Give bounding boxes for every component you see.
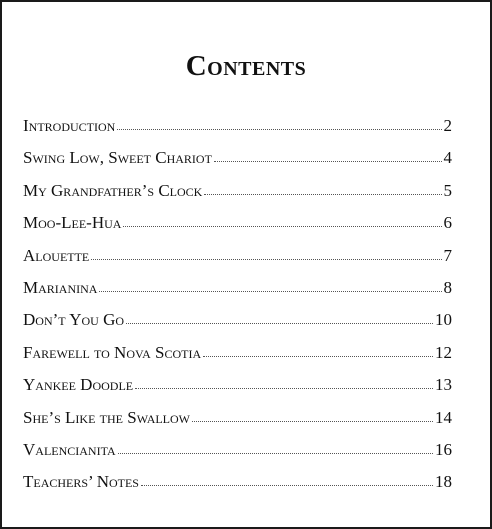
toc-entry-page: 8 (443, 277, 452, 297)
toc-entry-title: Introduction (23, 116, 116, 135)
toc-entry-title: Valencianita (23, 439, 116, 459)
toc-entry-page: 7 (443, 245, 452, 265)
table-of-contents (23, 114, 452, 503)
toc-entry-title: Moo-Lee-Hua (23, 213, 122, 233)
dot-leader (214, 161, 442, 162)
toc-entry-title: She’s Like the Swallow (23, 407, 191, 427)
dot-leader (203, 356, 433, 357)
toc-entry-page: 14 (435, 407, 452, 427)
toc-entry-title: Yankee Doodle (23, 375, 134, 395)
toc-entry-my-grandfathers-clock[interactable] (23, 179, 452, 211)
toc-entry-title: Farewell to Nova Scotia (23, 342, 202, 362)
toc-entry-title: Teachers’ Notes (23, 472, 139, 492)
toc-entry-page: 13 (435, 375, 452, 395)
toc-entry-title: Marianina (23, 277, 98, 297)
toc-entry-title: My Grandfather’s Clock (23, 180, 203, 200)
dot-leader (123, 226, 441, 227)
page-title: Contents (185, 50, 307, 82)
toc-entry-page: 2 (443, 116, 452, 135)
toc-entry-valencianita[interactable] (23, 438, 452, 470)
toc-entry-page: 16 (435, 439, 452, 459)
toc-entry-farewell-to-nova-scotia[interactable] (23, 341, 452, 373)
toc-entry-page: 5 (443, 180, 452, 200)
dot-leader (141, 485, 433, 486)
dot-leader (118, 453, 433, 454)
toc-entry-marianina[interactable] (23, 276, 452, 308)
toc-entry-alouette[interactable] (23, 244, 452, 276)
toc-entry-page: 10 (435, 310, 452, 330)
dot-leader (91, 259, 441, 260)
dot-leader (204, 194, 441, 195)
dot-leader (117, 129, 441, 130)
toc-entry-page: 6 (443, 213, 452, 233)
toc-entry-teachers-notes[interactable] (23, 470, 452, 502)
toc-entry-title: Don’t You Go (23, 310, 125, 330)
toc-entry-shes-like-the-swallow[interactable] (23, 406, 452, 438)
dot-leader (99, 291, 441, 292)
toc-entry-introduction[interactable] (23, 114, 452, 146)
toc-entry-moo-lee-hua[interactable] (23, 211, 452, 243)
toc-entry-page: 12 (435, 342, 452, 362)
toc-entry-title: Alouette (23, 245, 90, 265)
dot-leader (135, 388, 433, 389)
toc-entry-title: Swing Low, Sweet Chariot (23, 148, 212, 168)
toc-entry-swing-low-sweet-chariot[interactable] (23, 146, 452, 178)
dot-leader (192, 421, 433, 422)
toc-entry-page: 18 (435, 472, 452, 492)
toc-entry-page: 4 (443, 148, 452, 168)
dot-leader (126, 323, 433, 324)
toc-entry-yankee-doodle[interactable] (23, 373, 452, 405)
toc-entry-dont-you-go[interactable] (23, 308, 452, 340)
